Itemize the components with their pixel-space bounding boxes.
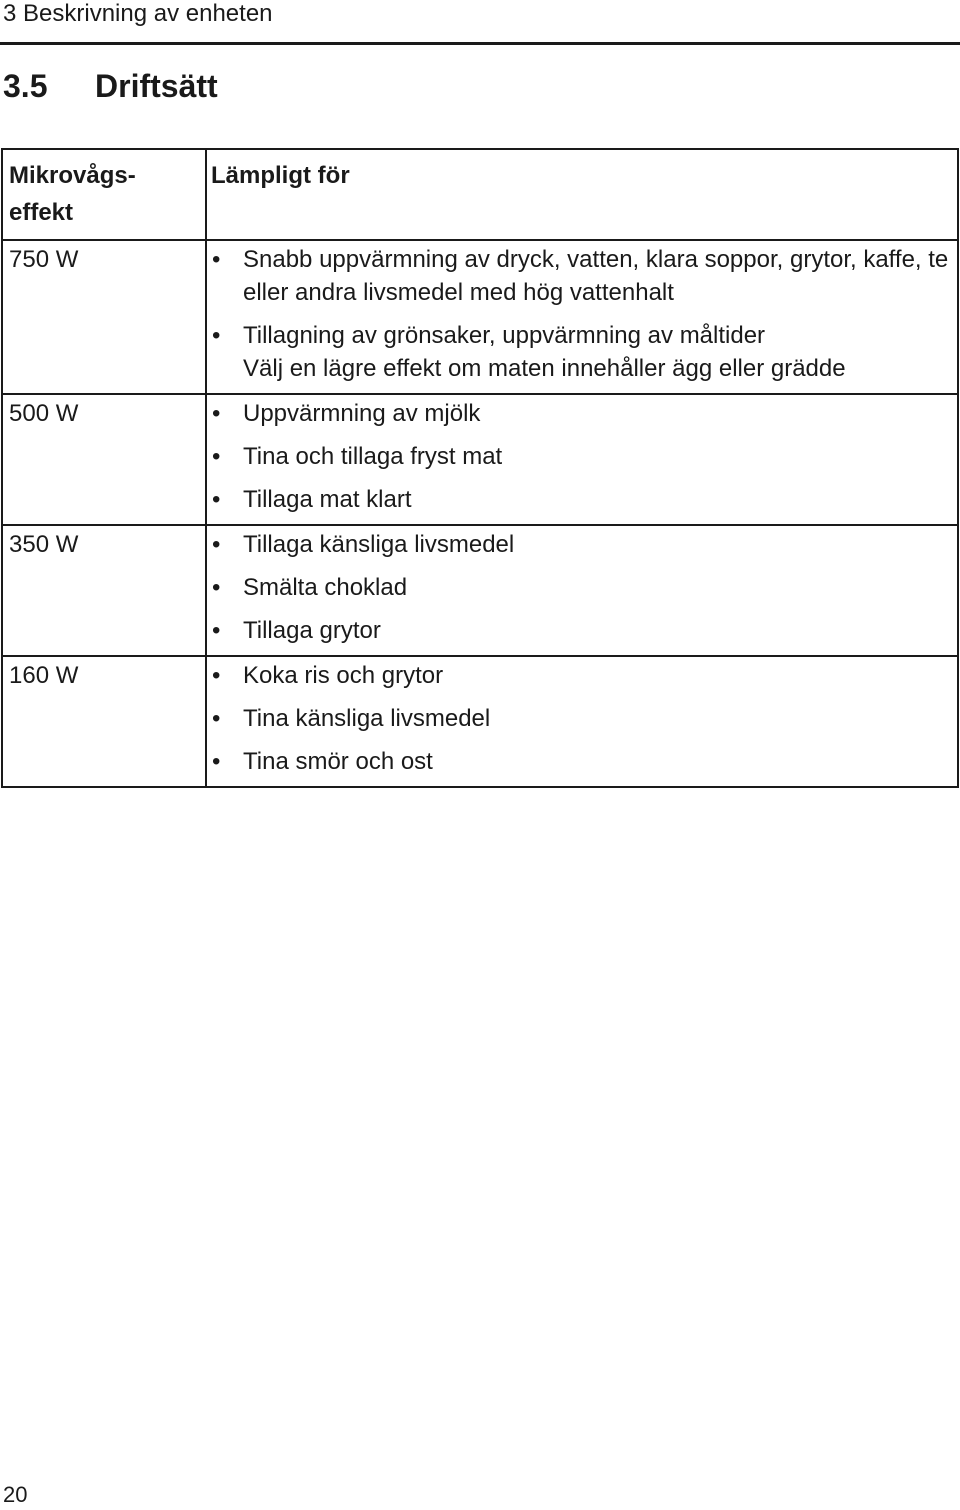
header-rule [0, 42, 960, 45]
table-row [2, 656, 958, 787]
list-item-text: Tillaga mat klart [243, 486, 412, 513]
section-number: 3.5 [3, 68, 48, 104]
section-title-text: Driftsätt [95, 68, 218, 104]
microwave-power-table [1, 148, 959, 788]
uses-cell [206, 656, 958, 787]
list-item [207, 659, 957, 692]
list-item [207, 483, 957, 516]
table-header-row [2, 149, 958, 240]
bullet-icon: • [212, 617, 221, 644]
table-row [2, 394, 958, 525]
list-item [207, 440, 957, 473]
list-item [207, 571, 957, 604]
list-item [207, 243, 957, 309]
list-item [207, 614, 957, 647]
power-value: 750 W [9, 246, 79, 273]
uses-cell [206, 240, 958, 394]
header-suitable-for-label: Lämpligt för [211, 162, 350, 189]
section-title [3, 66, 218, 106]
bullet-icon: • [212, 400, 221, 427]
uses-list [207, 659, 957, 778]
power-cell [2, 656, 206, 787]
list-item-text: Tillagning av grönsaker, uppvärmning av måltider [243, 322, 766, 349]
header-suitable-for [206, 149, 958, 240]
power-value: 160 W [9, 662, 79, 689]
list-item-text: Tillaga känsliga livsmedel [243, 531, 515, 558]
bullet-icon: • [212, 486, 221, 513]
bullet-icon: • [212, 748, 221, 775]
list-item-text: Tina smör och ost [243, 748, 433, 775]
power-cell [2, 525, 206, 656]
list-item-text: Snabb uppvärmning av dryck, vatten, klara soppor, grytor, kaffe, te eller andra livsmedel med hög vattenhalt [243, 246, 949, 306]
header-power [2, 149, 206, 240]
power-value: 500 W [9, 400, 79, 427]
list-item-note: Välj en lägre effekt om maten innehåller ägg eller grädde [243, 355, 846, 382]
bullet-icon: • [212, 322, 221, 349]
power-cell [2, 394, 206, 525]
running-header: 3 Beskrivning av enheten [3, 0, 273, 27]
bullet-icon: • [212, 574, 221, 601]
bullet-icon: • [212, 443, 221, 470]
table-row [2, 240, 958, 394]
uses-list [207, 397, 957, 516]
bullet-icon: • [212, 662, 221, 689]
page-number: 20 [3, 1482, 28, 1507]
list-item-text: Uppvärmning av mjölk [243, 400, 481, 427]
uses-cell [206, 525, 958, 656]
list-item-text: Tillaga grytor [243, 617, 381, 644]
bullet-icon: • [212, 246, 221, 273]
list-item [207, 702, 957, 735]
bullet-icon: • [212, 531, 221, 558]
list-item [207, 319, 957, 385]
table-row [2, 525, 958, 656]
bullet-icon: • [212, 705, 221, 732]
list-item-text: Tina och tillaga fryst mat [243, 443, 503, 470]
uses-list [207, 528, 957, 647]
list-item-text: Koka ris och grytor [243, 662, 444, 689]
uses-cell [206, 394, 958, 525]
list-item-text: Tina känsliga livsmedel [243, 705, 491, 732]
power-value: 350 W [9, 531, 79, 558]
list-item [207, 528, 957, 561]
list-item [207, 745, 957, 778]
uses-list [207, 243, 957, 385]
header-power-label: Mikrovågs- effekt [9, 162, 136, 226]
list-item [207, 397, 957, 430]
power-cell [2, 240, 206, 394]
list-item-text: Smälta choklad [243, 574, 408, 601]
